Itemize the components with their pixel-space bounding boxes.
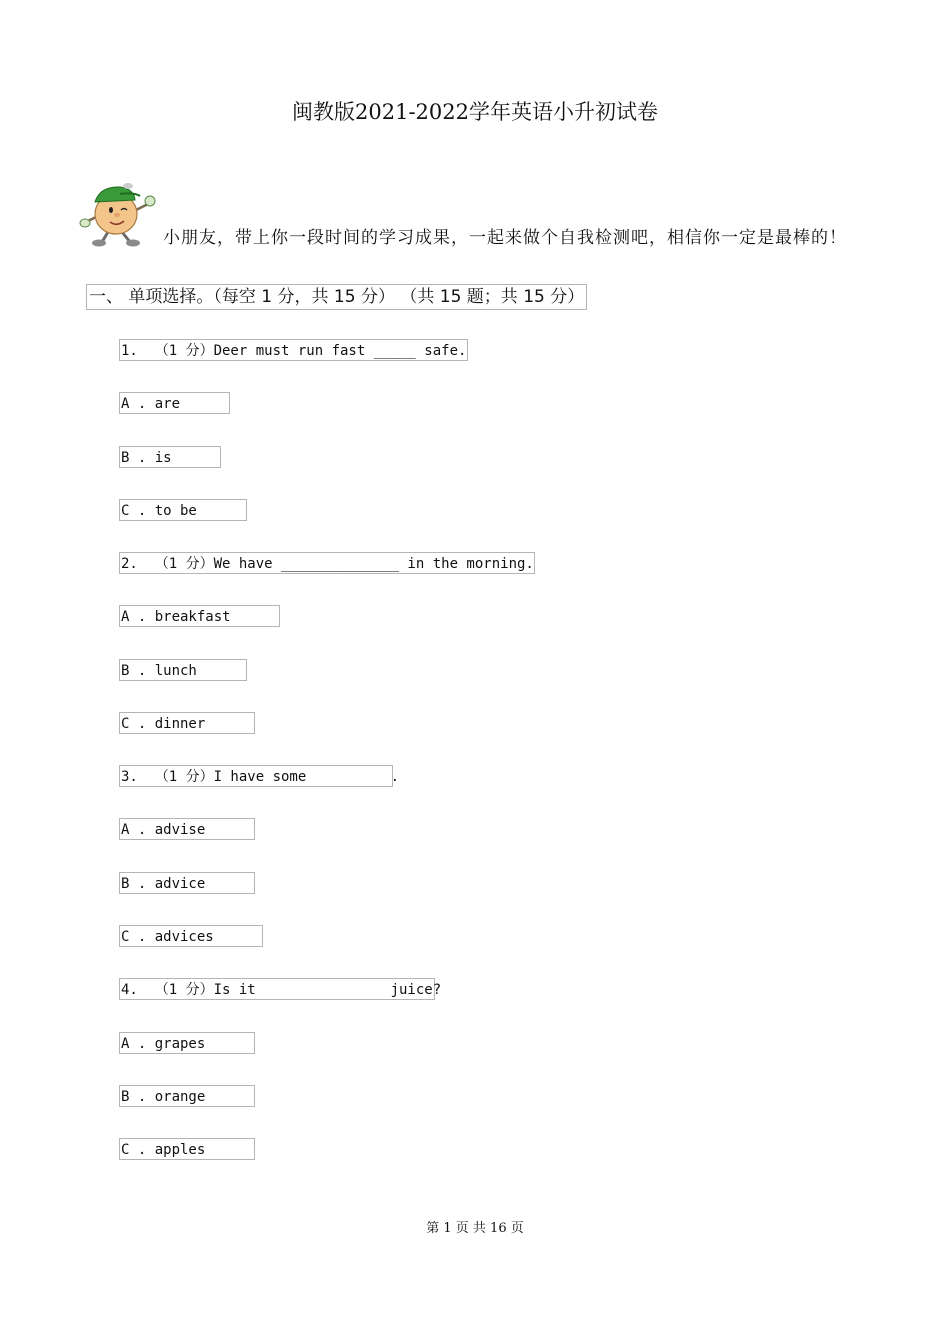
option-b[interactable]: B . lunch: [119, 659, 247, 681]
question-stem: 4. （1 分）Is it juice?: [119, 978, 435, 1000]
section-heading: 一、 单项选择。（每空 1 分，共 15 分） （共 15 题；共 15 分）: [86, 284, 587, 310]
question-stem: 2. （1 分）We have ______________ in the morning.: [119, 552, 535, 574]
option-c[interactable]: C . to be: [119, 499, 247, 521]
option-b[interactable]: B . orange: [119, 1085, 255, 1107]
option-a[interactable]: A . advise: [119, 818, 255, 840]
page-footer: 第 1 页 共 16 页: [426, 1221, 524, 1236]
option-b[interactable]: B . is: [119, 446, 221, 468]
option-a[interactable]: A . grapes: [119, 1032, 255, 1054]
question-stem: 1. （1 分）Deer must run fast _____ safe.: [119, 339, 468, 361]
option-b[interactable]: B . advice: [119, 872, 255, 894]
option-a[interactable]: A . are: [119, 392, 230, 414]
option-c[interactable]: C . advices: [119, 925, 263, 947]
question-stem: 3. （1 分）I have some .: [119, 765, 393, 787]
page-title: 闽教版2021-2022学年英语小升初试卷: [292, 100, 658, 124]
option-c[interactable]: C . dinner: [119, 712, 255, 734]
greeting-text: 小朋友，带上你一段时间的学习成果，一起来做个自我检测吧，相信你一定是最棒的！: [163, 228, 847, 248]
option-c[interactable]: C . apples: [119, 1138, 255, 1160]
option-a[interactable]: A . breakfast: [119, 605, 280, 627]
cartoon-kid-mascot-icon: [78, 182, 158, 248]
